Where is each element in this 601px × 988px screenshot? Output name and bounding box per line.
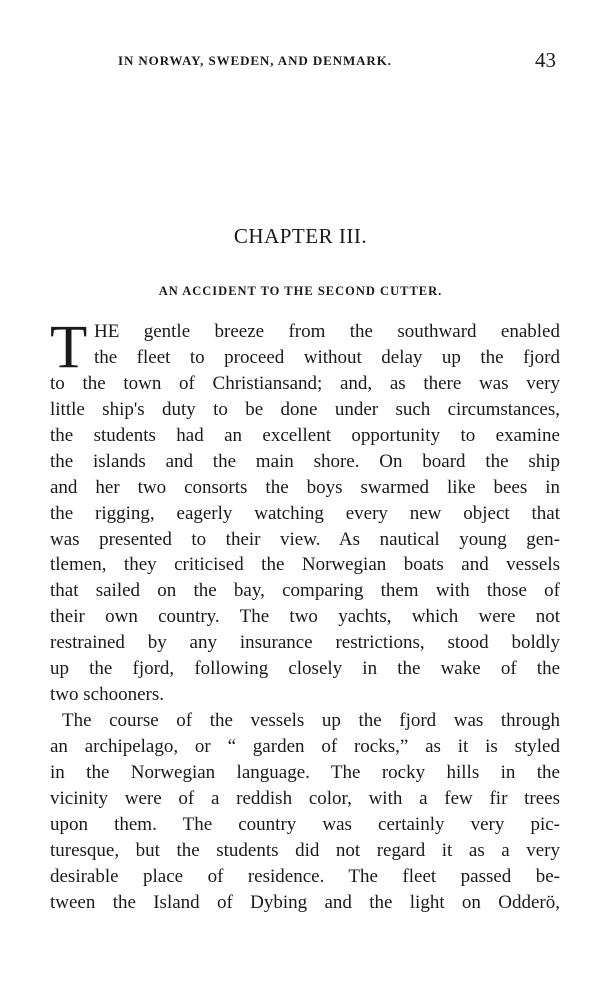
text-line: tlemen, they criticised the Norwegian boats and vessels (50, 554, 560, 576)
text-line: in the Norwegian language. The rocky hills in the (50, 761, 560, 783)
text-line: HE gentle breeze from the southward enabled (94, 321, 560, 342)
text-line: desirable place of residence. The fleet passed be- (50, 865, 560, 887)
chapter-title: CHAPTER III. (233, 224, 368, 248)
text-line: up the fjord, following closely in the wake of the (50, 658, 560, 680)
paragraph-1 (50, 314, 560, 708)
text-line: was presented to their view. As nautical young gen- (50, 528, 560, 550)
text-line: little ship's duty to be done under such circumstances, (50, 398, 560, 420)
text-line: upon them. The country was certainly very pic- (50, 813, 560, 835)
text-line: turesque, but the students did not regard it as a very (50, 839, 560, 861)
text-line: The course of the vessels up the fjord was through (62, 710, 560, 732)
text-line: and her two consorts the boys swarmed like bees in (50, 476, 560, 498)
drop-cap: T (50, 314, 88, 381)
text-line: the rigging, eagerly watching every new object that (50, 502, 560, 524)
text-line: restrained by any insurance restrictions, stood boldly (50, 632, 560, 654)
chapter-subtitle: AN ACCIDENT TO THE SECOND CUTTER. (158, 284, 443, 298)
text-line: an archipelago, or “ garden of rocks,” as it is styled (50, 736, 560, 757)
text-line: to the town of Christiansand; and, as there was very (50, 372, 560, 394)
text-line: the students had an excellent opportunity to examine (50, 424, 560, 446)
text-line: two schooners. (50, 684, 164, 706)
running-title: IN NORWAY, SWEDEN, AND DENMARK. (118, 53, 392, 68)
text-line: that sailed on the bay, comparing them with those of (50, 580, 560, 602)
paragraph-2 (50, 708, 560, 916)
text-line: the islands and the main shore. On board the ship (50, 450, 560, 472)
running-head (118, 50, 558, 72)
body-text (50, 314, 560, 916)
text-line: their own country. The two yachts, which were not (50, 606, 560, 628)
text-line: tween the Island of Dybing and the light on Odderö, (50, 891, 560, 913)
page-number: 43 (535, 48, 556, 72)
text-line: vicinity were of a reddish color, with a few fir trees (50, 787, 560, 809)
text-line: the fleet to proceed without delay up the fjord (94, 346, 560, 368)
